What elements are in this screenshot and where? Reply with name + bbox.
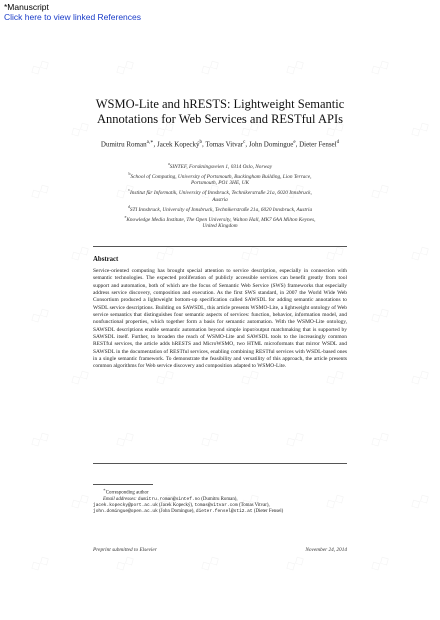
watermark-mark: [68, 490, 93, 513]
watermark-mark: [368, 56, 393, 79]
watermark-mark: [283, 428, 308, 451]
watermark-mark: [113, 552, 138, 575]
abstract-heading: Abstract: [93, 256, 119, 263]
abstract-bottom-rule: [93, 463, 347, 464]
watermark-mark: [283, 552, 308, 575]
watermark-mark: [408, 366, 433, 389]
author-mark: d: [336, 140, 340, 145]
abstract-top-rule: [93, 246, 347, 247]
author-name: Jacek Kopecký: [156, 140, 200, 149]
watermark-mark: [28, 180, 53, 203]
watermark-mark: [368, 304, 393, 327]
linked-references-link[interactable]: Click here to view linked References: [4, 12, 142, 22]
author-mark: c: [243, 140, 246, 145]
watermark-mark: [28, 56, 53, 79]
manuscript-label: *Manuscript: [4, 2, 49, 12]
watermark-mark: [113, 428, 138, 451]
email-address: dieter.fensel@sti2.at: [195, 509, 253, 515]
affiliation-mark: b: [128, 170, 131, 176]
abstract-body: Service-oriented computing has brought special attention to service description, especially in connection with semantic technologies. The expected proliferation of publicly accessible services can benefit greatly from tool support and automation, both of which are the focus of Semantic Web Service (SWS) frameworks that especially address service discovery, composition and execution. As the first SWS standard, in 2007 the World Wide Web Consortium produced a lightweight bottom-up specification called SAWSDL for adding semantic annotations to WSDL service descriptions. Building on SAWSDL, this article presents WSMO-Lite, a lightweight ontology of Web service semantics that distinguishes four semantic aspects of services: function, behavior, information model, and nonfunctional properties, which together form a basis for semantic automation. With the WSMO-Lite ontology, SAWSDL descriptions enable semantic automation beyond simple input/output matchmaking that is supported by SAWSDL itself. Further, to broaden the reach of WSMO-Lite and SAWSDL tools to the increasingly common RESTful services, the article adds hRESTS and MicroWSMO, two HTML microformats that mirror WSDL and SAWSDL in the documentation of RESTful services, enabling combining RESTful services with WSDL-based ones in a single semantic framework. To demonstrate the feasibility and versatility of this approach, the article presents common algorithms for Web service discovery and composition adapted to WSMO-Lite.: [93, 268, 347, 370]
author-name: John Domingue: [248, 140, 294, 149]
email-owner: (Dumitru Roman),: [201, 496, 238, 502]
watermark-mark: [368, 180, 393, 203]
title-line-1: WSMO-Lite and hRESTS: Lightweight Semantic: [95, 97, 345, 111]
affiliation-item: [88, 214, 352, 224]
affiliation-text: Knowledge Media Institute, The Open University, Walton Hall, MK7 6AA Milton Keynes,: [126, 216, 316, 223]
watermark-mark: [408, 490, 433, 513]
email-line-3: [93, 509, 347, 515]
email-owner: (Dieter Fensel): [253, 509, 284, 515]
author-name: Dieter Fensel: [299, 140, 337, 149]
paper-title: [40, 97, 400, 127]
watermark-mark: [283, 56, 308, 79]
affiliation-item-cont: Portsmouth, PO1 3HE, UK: [190, 180, 250, 187]
author-name: Dumitru Roman: [100, 140, 147, 149]
affiliation-text: School of Computing, University of Portsmouth, Buckingham Building, Lion Terrace,: [130, 173, 312, 180]
author-mark: b: [199, 140, 203, 145]
email-address: jacek.kopecky@port.ac.uk: [93, 503, 158, 509]
affiliation-mark: c: [128, 187, 130, 193]
author-mark: e: [293, 140, 296, 145]
affiliation-text: STI Innsbruck, University of Innsbruck, Technikerstraße 21a, 6020 Innsbruck, Austria: [129, 206, 313, 213]
footnotes: [93, 487, 347, 515]
affiliation-item: [88, 204, 352, 214]
watermark-mark: [408, 242, 433, 265]
email-label: Email addresses:: [103, 496, 137, 502]
watermark-mark: [198, 428, 223, 451]
affiliation-item: [88, 161, 352, 171]
watermark-mark: [113, 56, 138, 79]
email-owner: (Jacek Kopecký),: [159, 503, 194, 509]
affiliation-mark: e: [124, 213, 127, 219]
affiliation-mark: d: [127, 203, 130, 209]
watermark-mark: [28, 304, 53, 327]
watermark-mark: [68, 366, 93, 389]
preprint-date: November 24, 2014: [305, 547, 347, 553]
affiliation-item: [88, 171, 352, 181]
watermark-mark: [368, 552, 393, 575]
watermark-mark: [28, 552, 53, 575]
corresponding-author-note: [93, 487, 347, 497]
email-owner: (Tomas Vitvar),: [238, 503, 270, 509]
email-owner: (John Domingue),: [159, 509, 195, 515]
affiliation-mark: a: [167, 161, 170, 166]
affiliation-item-cont: Austria: [212, 196, 228, 203]
preprint-note: Preprint submitted to Elsevier: [93, 547, 157, 553]
affiliation-item-cont: United Kingdom: [202, 223, 238, 230]
email-address: tomas@vitvar.com: [194, 503, 238, 509]
author-mark: a,∗: [146, 140, 154, 145]
watermark-mark: [28, 428, 53, 451]
affiliation-text: SINTEF, Forskningsveien 1, 0314 Oslo, Norway: [169, 163, 273, 170]
corresponding-author-text: Corresponding author: [105, 490, 149, 496]
title-line-2: Annotations for Web Services and RESTful APIs: [97, 112, 343, 126]
author-name: Tomas Vitvar: [205, 140, 244, 149]
author-list: Dumitru Roman$^{a,∗}$, Jacek Kopecký$^b$, Tomas Vitvar$^c$, John Domingue$^e$, Dieter Fensel$^d$: [100, 140, 340, 149]
watermark-mark: [68, 242, 93, 265]
affiliation-text: Institut für Informatik, University of Innsbruck, Technikerstraße 21a, 6020 Innsbruck,: [129, 190, 312, 197]
email-address: dumitru.roman@sintef.no: [137, 496, 201, 502]
email-address: john.domingue@open.ac.uk: [93, 509, 158, 515]
footnote-rule: [93, 484, 153, 485]
watermark-mark: [198, 56, 223, 79]
footnote-mark: ∗: [103, 487, 106, 492]
watermark-mark: [368, 428, 393, 451]
watermark-mark: [198, 552, 223, 575]
watermark-mark: [408, 118, 433, 141]
